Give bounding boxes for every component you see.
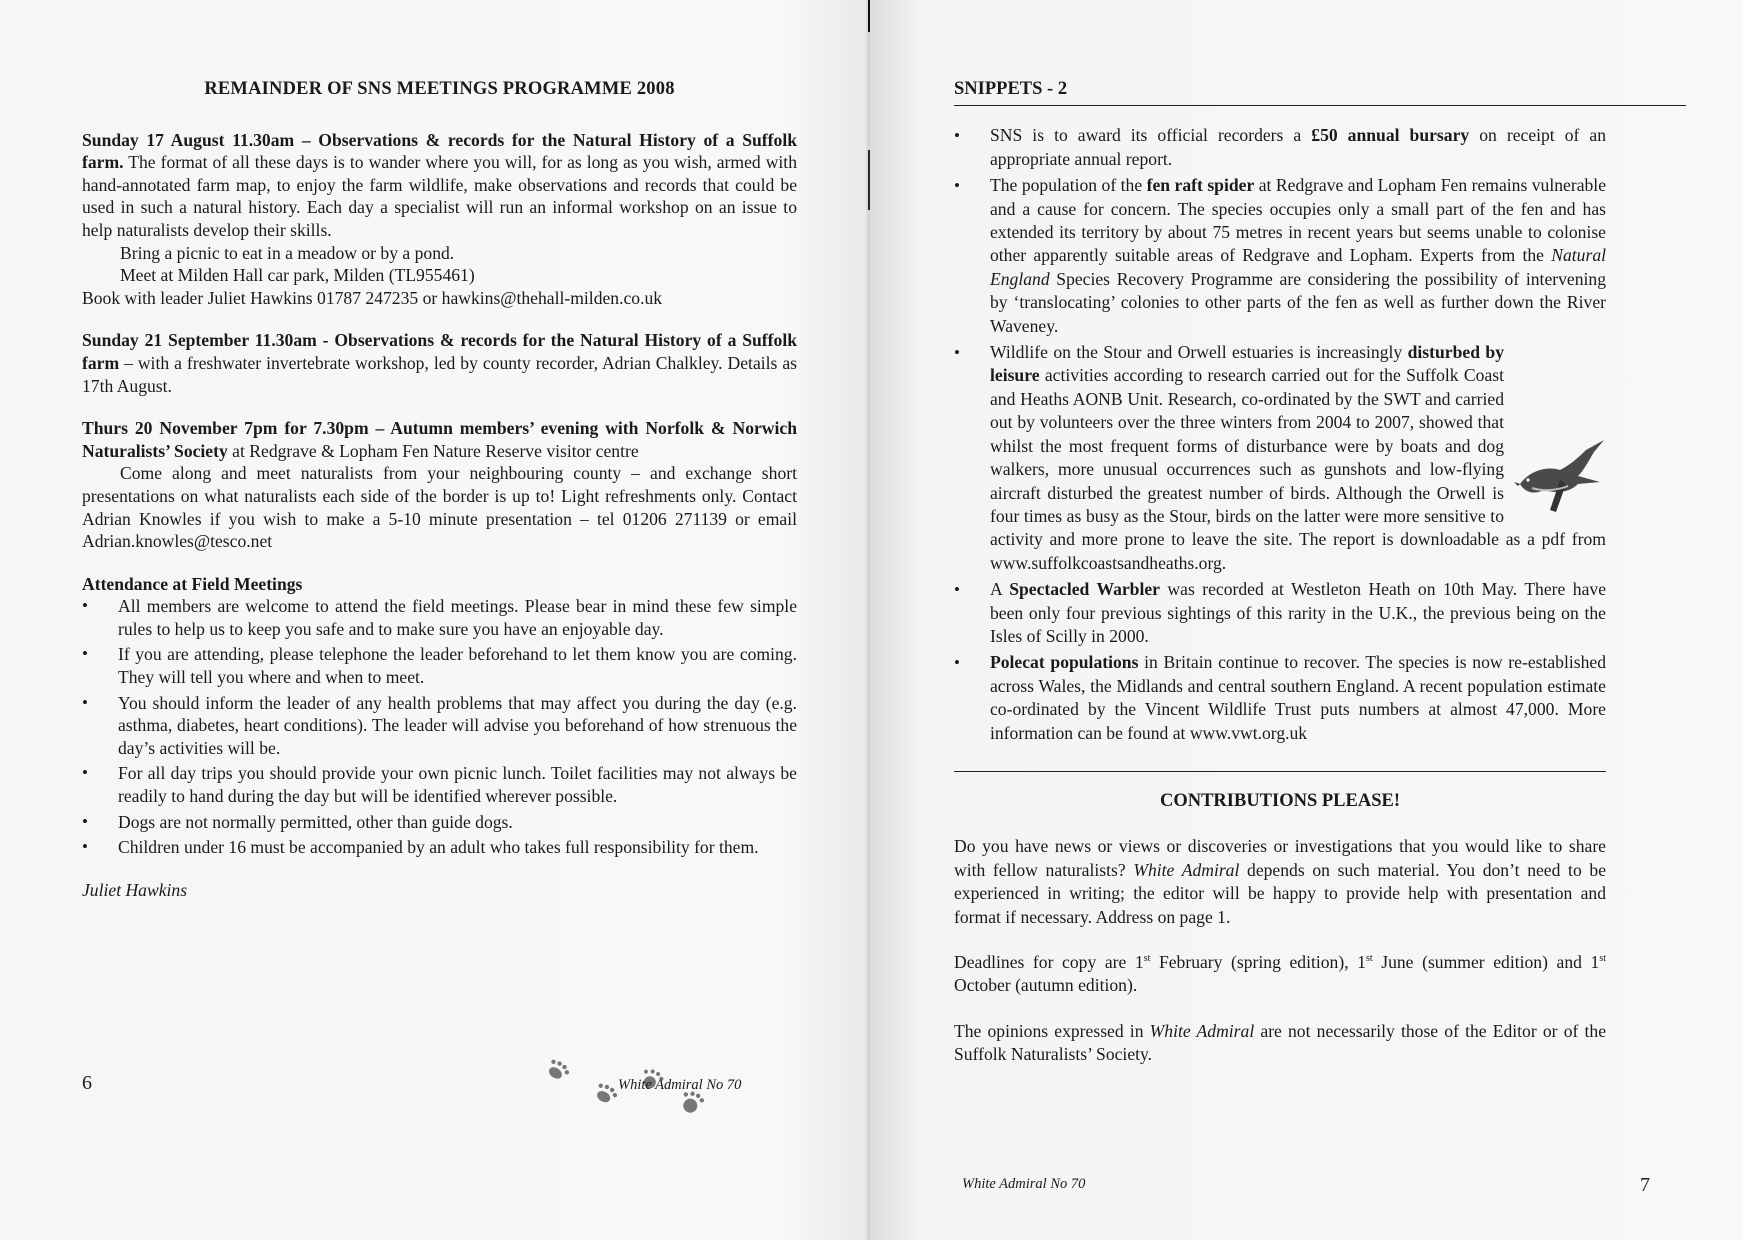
page-footer: White Admiral No 70 (962, 1176, 1086, 1192)
attendance-section (82, 573, 797, 902)
bird-illustration (1514, 436, 1606, 516)
list-item: • For all day trips you should provide your own picnic lunch. Toilet facilities may not always be readily to hand during the day but will be identified wherever possible. (82, 762, 797, 807)
event-body: The format of all these days is to wander where you will, for as long as you wish, armed with hand-annotated farm map, to enjoy the farm wildlife, make observations and records that could be used in such a natural history. Each day a specialist will run an informal workshop on an issue to help naturalists develop their skills. (82, 152, 797, 240)
list-item: • SNS is to award its official recorders a £50 annual bursary on receipt of an appropriate annual report. (954, 124, 1606, 171)
signature: Juliet Hawkins (82, 879, 188, 900)
event-august (82, 129, 797, 310)
left-column (82, 78, 797, 901)
event-note-picnic: Bring a picnic to eat in a meadow or by a pond. (120, 242, 455, 263)
snippets-list (954, 124, 1606, 745)
event-september (82, 329, 797, 397)
event-paragraph: Come along and meet naturalists from your neighbouring county – and exchange short presentations on what naturalists each side of the border is up to! Light refreshments only. Contact Adrian Knowles if you wish to make a 5-10 minute presentation – tel 01206 271139 or email Adrian.knowles@tesco.net (82, 463, 797, 552)
right-column (954, 78, 1686, 1067)
contributions-section (954, 790, 1686, 1067)
list-item: • A Spectacled Warbler was recorded at Westleton Heath on 10th May. There have been only four previous sightings of this rarity in the U.K., the previous being on the Isles of Scilly in 2000. (954, 578, 1606, 648)
page-title: REMAINDER OF SNS MEETINGS PROGRAMME 2008 (204, 79, 675, 99)
left-page (0, 0, 870, 1240)
list-item: • Children under 16 must be accompanied by an adult who takes full responsibility for them. (82, 836, 797, 859)
list-item: • The population of the fen raft spider at Redgrave and Lopham Fen remains vulnerable and a cause for concern. The species occupies only a small part of the fen and has extended its territory by about 75 metres in recent years but seems unable to colonise other apparently suitable areas of Redgrave and Lopham. Experts from the Natural England Species Recovery Programme are considering the possibility of intervening by ‘translocating’ colonies to other parts of the fen as well as further down the River Waveney. (954, 174, 1606, 338)
event-heading: Sunday 17 August 11.30am – Observations & records for the Natural History of a Suffolk farm. (82, 129, 797, 173)
page-number: 7 (1640, 1174, 1650, 1196)
list-item: • Wildlife on the Stour and Orwell estuaries is increasingly disturbed by leisure activities according to research carried out for the Suffolk Coast and Heaths AONB Unit. Research, co-ordinated by the SWT and carried out by volunteers over the three winters from 2004 to 2007, showed that whilst the most frequent forms of disturbance were by boats and dog walkers, more unusual occurrences such as gunshots and low-flying aircraft disturbed the greatest number of birds. Although the Orwell is four times as busy as the Stour, birds on the latter were more sensitive to activity and more prone to leave the site. The report is downloadable as a pdf from www.suffolkcoastsandheaths.org. (954, 341, 1606, 575)
list-item: • All members are welcome to attend the field meetings. Please bear in mind these few simple rules to help us to keep you safe and to make sure you have an enjoyable day. (82, 595, 797, 640)
event-heading: Sunday 21 September 11.30am - Observations & records for the Natural History of a Suffolk farm (82, 330, 797, 373)
section-heading: CONTRIBUTIONS PLEASE! (1159, 790, 1401, 811)
section-heading: Attendance at Field Meetings (82, 573, 303, 594)
list-item: • If you are attending, please telephone the leader beforehand to let them know you are coming. They will tell you where and when to meet. (82, 643, 797, 688)
page-footer: White Admiral No 70 (618, 1077, 742, 1093)
rules-list (82, 595, 797, 859)
event-heading: Thurs 20 November 7pm for 7.30pm – Autumn members’ evening with Norfolk & Norwich Naturalists’ Society (82, 418, 797, 461)
list-item: • You should inform the leader of any health problems that may affect you during the day (e.g. asthma, diabetes, heart conditions). The leader will advise you beforehand of how strenuous the day’s activities will be. (82, 692, 797, 760)
deadlines-paragraph: Deadlines for copy are 1st February (spring edition), 1st June (summer edition) and 1st October (autumn edition). (954, 952, 1606, 996)
disclaimer-paragraph: The opinions expressed in White Admiral are not necessarily those of the Editor or of the Suffolk Naturalists’ Society. (954, 1020, 1607, 1065)
event-body: at Redgrave & Lopham Fen Nature Reserve visitor centre (227, 440, 639, 461)
contrib-paragraph: Do you have news or views or discoveries or investigations that you would like to share with fellow naturalists? White Admiral depends on such material. You don’t need to be experienced in writing; the editor will be happy to provide help with presentation and format if necessary. Address on page 1. (954, 836, 1607, 927)
list-item: • Dogs are not normally permitted, other than guide dogs. (82, 811, 797, 834)
right-page (870, 0, 1743, 1240)
event-note-book: Book with leader Juliet Hawkins 01787 247235 or hawkins@thehall-milden.co.uk (82, 287, 663, 308)
event-body: – with a freshwater invertebrate workshop, led by county recorder, Adrian Chalkley. Details as 17th August. (82, 352, 797, 396)
section-divider (954, 771, 1606, 772)
event-note-meet: Meet at Milden Hall car park, Milden (TL955461) (120, 265, 475, 286)
section-title: SNIPPETS - 2 (954, 78, 1686, 106)
list-item: • Polecat populations in Britain continue to recover. The species is now re-established across Wales, the Midlands and central southern England. A recent population estimate co-ordinated by the Vincent Wildlife Trust puts numbers at almost 47,000. More information can be found at www.vwt.org.uk (954, 651, 1606, 745)
page-number: 6 (82, 1072, 92, 1094)
event-november (82, 417, 797, 553)
